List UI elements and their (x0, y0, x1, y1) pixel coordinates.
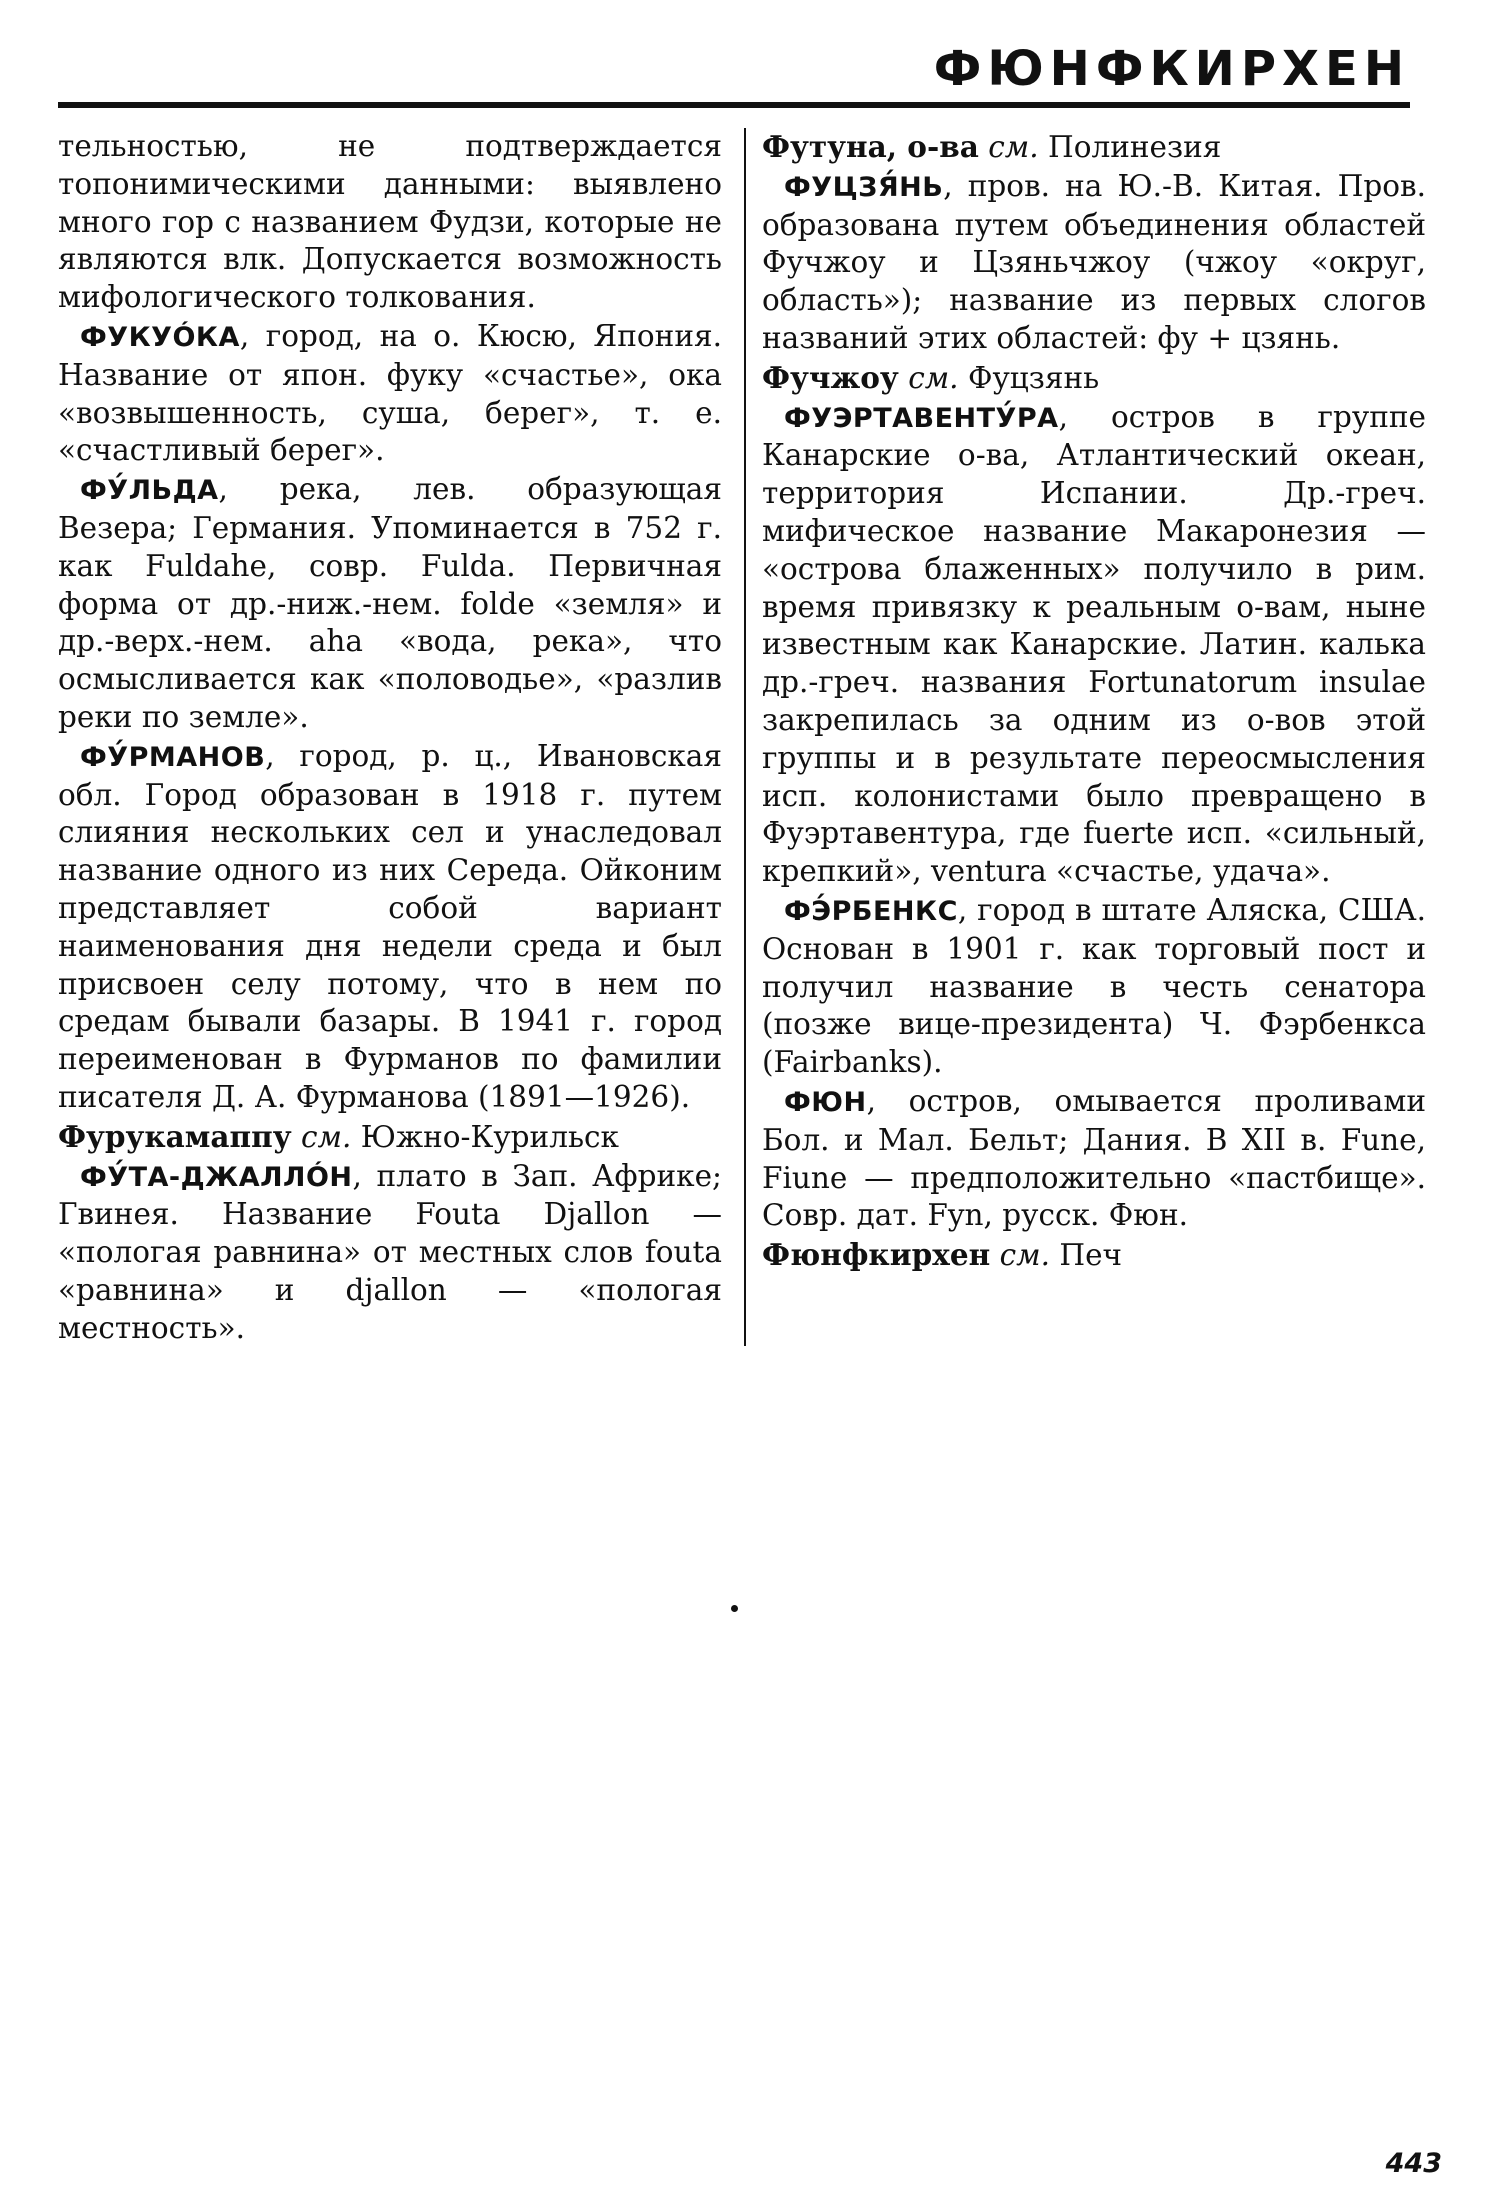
see-reference: см. (908, 360, 959, 395)
headword: Фучжоу (762, 359, 899, 395)
entry-futuna (762, 128, 1426, 167)
headword: ФУЦЗЯ́НЬ (784, 171, 944, 203)
left-column (58, 128, 722, 1349)
entry-fyun (762, 1083, 1426, 1235)
entry-body: , остров в группе Канарские о-ва, Атлантический океан, территория Испании. Др.-греч. мифическое название Макаронезия — «острова блаженных» получило в рим. время привязку к реальным о-вам, ныне известным как Канарские. Латин. калька др.-греч. названия Fortunatorum insulae закрепилась за одним из о-вов этой группы и в результате переосмысления исп. колонистами было превращено в Фуэртавентура, где fuerte исп. «сильный, крепкий», ventura «счастье, удача». (762, 399, 1426, 889)
entry-fairbanks (762, 892, 1426, 1082)
entry-body: , плато в Зап. Африке; Гвинея. Название Fouta Djallon — «пологая равнина» от местных слов fouta «равнина» и djallon — «пологая местность». (58, 1158, 722, 1345)
entry-body: , город, на о. Кюсю, Япония. Название от япон. фуку «счастье», ока «возвышенность, суша, берег», т. е. «счастливый берег». (58, 318, 722, 468)
entry-body: , река, лев. образующая Везера; Германия. Упоминается в 752 г. как Fuldahe, совр. Fulda. Первичная форма от др.-ниж.-нем. folde «земля» и др.-верх.-нем. aha «вода, река», что осмысливается как «половодье», «разлив реки по земле». (58, 472, 722, 734)
headword: ФЮН (784, 1086, 867, 1118)
headword: ФЭ́РБЕНКС (784, 895, 958, 927)
print-dot (731, 1605, 738, 1612)
running-head: ФЮНФКИРХЕН (933, 41, 1410, 97)
entry-furukamappu (58, 1118, 722, 1157)
headword: Фюнфкирхен (762, 1237, 991, 1273)
reference-target: Печ (1059, 1238, 1123, 1273)
headword: ФУ́ЛЬДА (80, 475, 219, 507)
entry-body: , пров. на Ю.-В. Китая. Пров. образована путем объединения областей Фучжоу и Цзяньчжоу (чжоу «округ, область»); название из первых слогов названий этих областей: фу + цзянь. (762, 168, 1426, 355)
headword: Фурукамаппу (58, 1118, 292, 1154)
entry-body: , остров, омывается проливами Бол. и Мал. Бельт; Дания. В XII в. Fune, Fiune — предположительно «пастбище». Совр. дат. Fyn, русск. Фюн. (762, 1083, 1426, 1233)
headword: ФУЭРТАВЕНТУ́РА (784, 402, 1059, 434)
see-reference: см. (999, 1238, 1050, 1273)
entry-body: , город, р. ц., Ивановская обл. Город образован в 1918 г. путем слияния нескольких сел и унаследовал название одного из них Середа. Ойконим представляет собой вариант наименования дня недели среда и был присвоен селу потому, что в нем по средам бывали базары. В 1941 г. город переименован в Фурманов по фамилии писателя Д. А. Фурманова (1891—1926). (58, 738, 722, 1114)
reference-target: Фуцзянь (967, 360, 1100, 395)
entry-fuerteventura (762, 399, 1426, 891)
see-reference: см. (301, 1119, 352, 1154)
continuation-text: тельностью, не подтверждается топонимическими данными: выявлено много гор с названием Фудзи, которые не являются влк. Допускается возможность мифологического толкования. (58, 129, 722, 315)
headword: Футуна, о-ва (762, 129, 979, 164)
page-number: 443 (1385, 2148, 1442, 2179)
column-divider (744, 128, 746, 1346)
headword: ФУ́ТА-ДЖАЛЛÓН (80, 1161, 353, 1193)
headword: ФУ́РМАНОВ (80, 741, 266, 773)
see-reference: см. (988, 130, 1039, 164)
header-rule (58, 102, 1410, 108)
headword: ФУКУÓКА (80, 321, 240, 353)
entry-futa-djallon (58, 1158, 722, 1348)
entry-fuchzhou (762, 359, 1426, 398)
reference-target: Полинезия (1047, 130, 1222, 164)
entry-fukuoka (58, 318, 722, 470)
entry-furmanov (58, 738, 722, 1117)
entry-futszyan (762, 168, 1426, 358)
entry-fulda (58, 471, 722, 737)
reference-target: Южно-Курильск (360, 1119, 619, 1154)
entry-body: , город в штате Аляска, США. Основан в 1901 г. как торговый пост и получил название в честь сенатора (позже вице-президента) Ч. Фэрбенкса (Fairbanks). (762, 892, 1426, 1080)
right-column (762, 128, 1426, 1276)
entry-fyunfkirchen (762, 1236, 1426, 1275)
